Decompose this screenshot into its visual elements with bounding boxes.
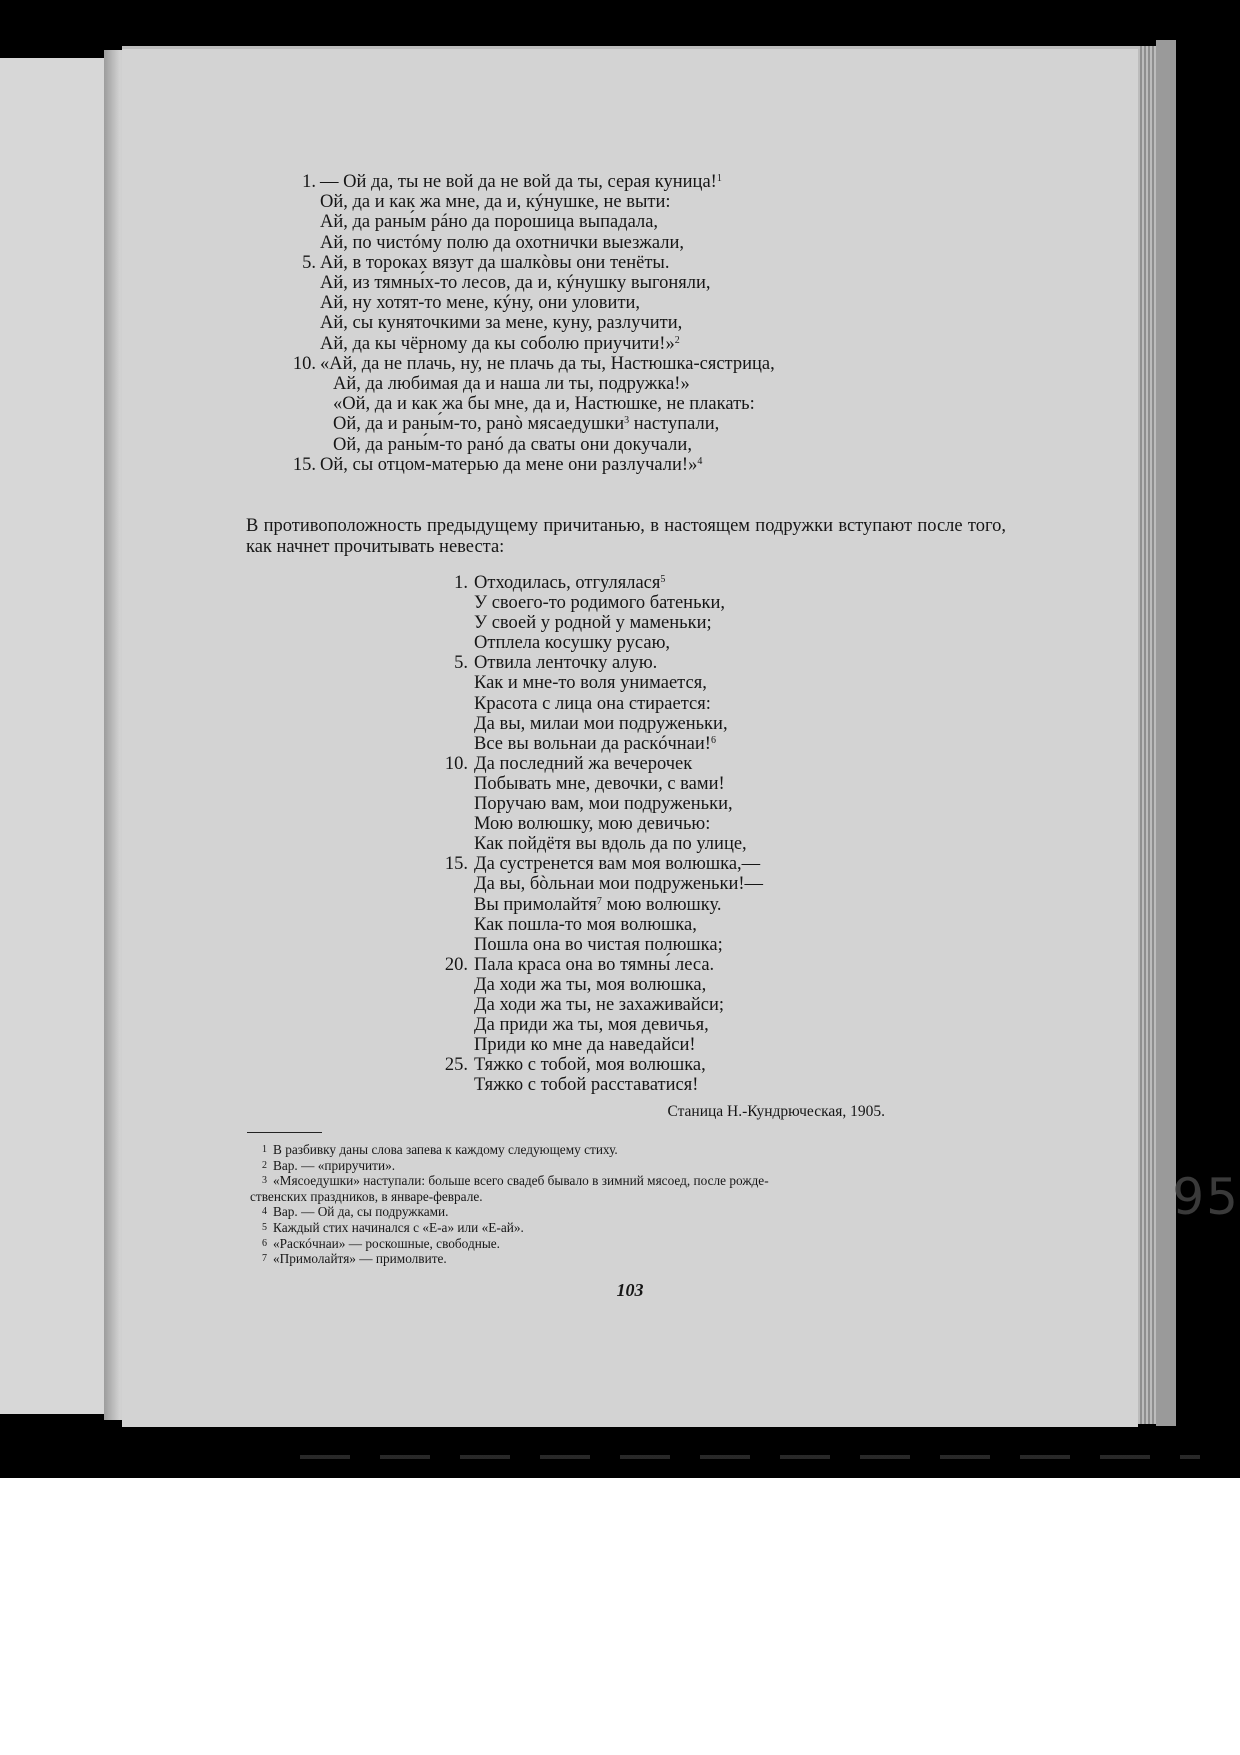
poem-line [438, 1075, 898, 1095]
footnote-text: Вар. — Ой да, сы подружками. [273, 1204, 449, 1220]
footnote-ref: 1 [716, 173, 722, 184]
footnote-ref: 3 [624, 415, 630, 427]
poem-line [290, 394, 990, 414]
line-text: Красота с лица она стирается: [474, 693, 711, 714]
footnote [262, 1204, 978, 1220]
line-text: — Ой да, ты не вой да не вой да ты, серая куница! [320, 172, 717, 192]
poem-line [290, 192, 990, 212]
page-number: 103 [616, 1280, 644, 1300]
poem-line [290, 273, 990, 293]
poem-line [438, 593, 898, 613]
footnote-text: «Мясоедушки» наступали: больше всего свадеб бывало в зимний мясоед, после рожде- [273, 1173, 769, 1189]
poem-line [438, 633, 898, 653]
footnote-number: 5 [262, 1221, 267, 1233]
poem-line [438, 895, 898, 915]
footnote-number: 3 [262, 1175, 267, 1187]
poem-1 [290, 172, 990, 475]
scan-dash-artifacts [300, 1455, 1200, 1459]
line-text: Ой, да и раны́м-то, ранò мясаедушки [333, 414, 625, 435]
left-page [0, 58, 114, 1414]
poem-line [438, 1015, 898, 1035]
poem-line [438, 935, 898, 955]
poem-line [438, 834, 898, 854]
footnote-text: Вар. — «приручити». [273, 1157, 396, 1173]
poem-line [290, 334, 990, 354]
line-text: Ай, да раны́м рáно да порошица выпадала, [320, 212, 659, 233]
footnotes [250, 1142, 978, 1267]
footnote-number: 1 [262, 1144, 267, 1155]
line-text: Тяжко с тобой расставатися! [474, 1075, 699, 1096]
footnote-text: ственских праздников, в январе-феврале. [250, 1188, 483, 1204]
poem-line [438, 694, 898, 714]
poem-line [290, 374, 990, 394]
poem-line [438, 975, 898, 995]
line-text: У своей у родной у маменьки; [474, 613, 712, 634]
line-number: 25. [444, 1055, 468, 1076]
line-number: 15. [444, 854, 468, 875]
footnote-text: «Раскóчнаи» — роскошные, свободные. [273, 1235, 500, 1251]
poem-line [290, 172, 990, 192]
line-text: Да ходи жа ты, не захаживайси; [474, 994, 725, 1015]
footnote-text: Каждый стих начинался с «Е-а» или «Е-ай». [273, 1219, 524, 1235]
poem-line [290, 455, 990, 475]
source-attribution: Станица Н.-Кундрюческая, 1905. [667, 1103, 885, 1120]
line-text: Ай, сы куняточкими за мене, куну, разлучити, [320, 313, 683, 334]
footnote-ref: 5 [660, 574, 666, 585]
footnote [262, 1220, 978, 1236]
line-text: Поручаю вам, мои подруженьки, [474, 794, 733, 815]
line-text: Да вы, милаи мои подруженьки, [474, 713, 728, 734]
line-number: 1. [454, 573, 468, 593]
poem-line [438, 874, 898, 894]
poem-line [438, 754, 898, 774]
line-number: 1. [302, 172, 316, 192]
poem-line [438, 673, 898, 693]
line-text: Да ходи жа ты, моя волюшка, [474, 974, 707, 995]
line-text: Отплела косушку русаю, [474, 633, 671, 654]
footnote [262, 1236, 978, 1252]
line-text: У своего-то родимого батеньки, [474, 593, 726, 614]
line-text: Да приди жа ты, моя девичья, [474, 1015, 709, 1036]
poem-line [290, 253, 990, 273]
line-number: 15. [292, 454, 316, 475]
line-text: Ой, да и как жа мне, да и, кýнушке, не выти: [320, 192, 671, 213]
poem-line [438, 653, 898, 673]
line-text: Ой, да раны́м-то ранó да сваты они докучали, [333, 434, 692, 455]
line-text: Все вы вольнаи да раскóчнаи! [474, 733, 711, 754]
poem-line [438, 573, 898, 593]
footnote-rule [247, 1132, 322, 1133]
line-text: Тяжко с тобой, моя волюшка, [474, 1055, 706, 1076]
line-text: Да сустренется вам моя волюшка,— [474, 854, 761, 875]
poem-line [438, 955, 898, 975]
line-text: Ай, да кы чёрному да кы соболю приучити!» [320, 333, 675, 354]
line-text: Ай, по чистóму полю да охотнички выезжали, [320, 232, 684, 253]
line-number: 5. [302, 252, 316, 273]
poem-line [438, 774, 898, 794]
footnote-number: 7 [262, 1253, 267, 1265]
footnote [262, 1142, 978, 1158]
footnote-continuation [250, 1189, 978, 1205]
line-number: 10. [444, 753, 468, 774]
line-text: Пошла она во чистая полюшка; [474, 934, 723, 955]
poem-2 [438, 573, 898, 1095]
line-text: Побывать мне, девочки, с вами! [474, 773, 725, 794]
footnote [262, 1173, 978, 1189]
line-text: Ой, сы отцом-матерью да мене они разлучали!» [320, 454, 698, 475]
line-text: Отвила ленточку алую. [474, 653, 658, 674]
line-text: Вы примолайтя [474, 894, 597, 915]
poem-line [438, 794, 898, 814]
poem-line [438, 915, 898, 935]
poem-line [290, 212, 990, 232]
footnote-ref: 2 [674, 334, 680, 346]
line-text: Приди ко мне да наведайси! [474, 1035, 696, 1056]
footnote-text: «Примолайтя» — примолвите. [273, 1251, 447, 1267]
line-text-tail: наступали, [629, 414, 720, 435]
poem-line [438, 854, 898, 874]
poem-line [290, 293, 990, 313]
line-text: Пала краса она во тямны́ леса. [474, 954, 715, 975]
line-text-tail: мою волюшку. [601, 894, 722, 915]
poem-line [438, 1035, 898, 1055]
footnote-number: 2 [262, 1159, 267, 1171]
bleed-through-digits: 95 [1172, 1168, 1240, 1226]
line-text: «Ой, да и как жа бы мне, да и, Настюшке, не плакать: [333, 394, 755, 415]
footnote [262, 1158, 978, 1174]
line-text: Ай, из тямны́х-то лесов, да и, кýнушку выгоняли, [320, 273, 711, 294]
poem-line [438, 613, 898, 633]
line-text: «Ай, да не плачь, ну, не плачь да ты, Настюшка-сястрица, [320, 353, 775, 374]
footnote [262, 1251, 978, 1267]
line-text: Да последний жа вечерочек [474, 753, 693, 774]
poem-line [438, 814, 898, 834]
footnote-number: 6 [262, 1237, 267, 1249]
footnote-text: В разбивку даны слова запева к каждому следующему стиху. [273, 1142, 618, 1157]
poem-line [290, 435, 990, 455]
footnote-ref: 4 [697, 455, 703, 467]
line-text: Мою волюшку, мою девичью: [474, 814, 711, 835]
poem-line [290, 414, 990, 434]
poem-line [290, 313, 990, 333]
line-number: 10. [292, 353, 316, 374]
line-text: Как пойдётя вы вдоль да по улице, [474, 834, 747, 855]
line-text: Да вы, бòльнаи мои подруженьки!— [474, 874, 763, 895]
poem-line [438, 734, 898, 754]
poem-line [438, 1055, 898, 1075]
poem-line [290, 233, 990, 253]
poem-line [438, 714, 898, 734]
prose-paragraph: В противоположность предыдущему причитанью, в настоящем подружки вступают после того, как начнет прочитывать невеста: [246, 516, 1006, 557]
line-text: Как и мне-то воля унимается, [474, 673, 707, 694]
footnote-ref: 7 [596, 895, 602, 907]
line-text: Отходилась, отгулялася [474, 573, 661, 593]
line-text: Ай, в тороках вязут да шалкòвы они тенёты. [320, 252, 670, 273]
line-number: 5. [454, 653, 468, 674]
line-text: Ай, ну хотят-то мене, кýну, они уловити, [320, 293, 641, 314]
line-text: Как пошла-то моя волюшка, [474, 914, 697, 935]
poem-line [290, 354, 990, 374]
poem-line [438, 995, 898, 1015]
footnote-ref: 6 [710, 734, 716, 746]
footnote-number: 4 [262, 1206, 267, 1218]
line-text: Ай, да любимая да и наша ли ты, подружка!» [333, 374, 690, 395]
line-number: 20. [444, 954, 468, 975]
